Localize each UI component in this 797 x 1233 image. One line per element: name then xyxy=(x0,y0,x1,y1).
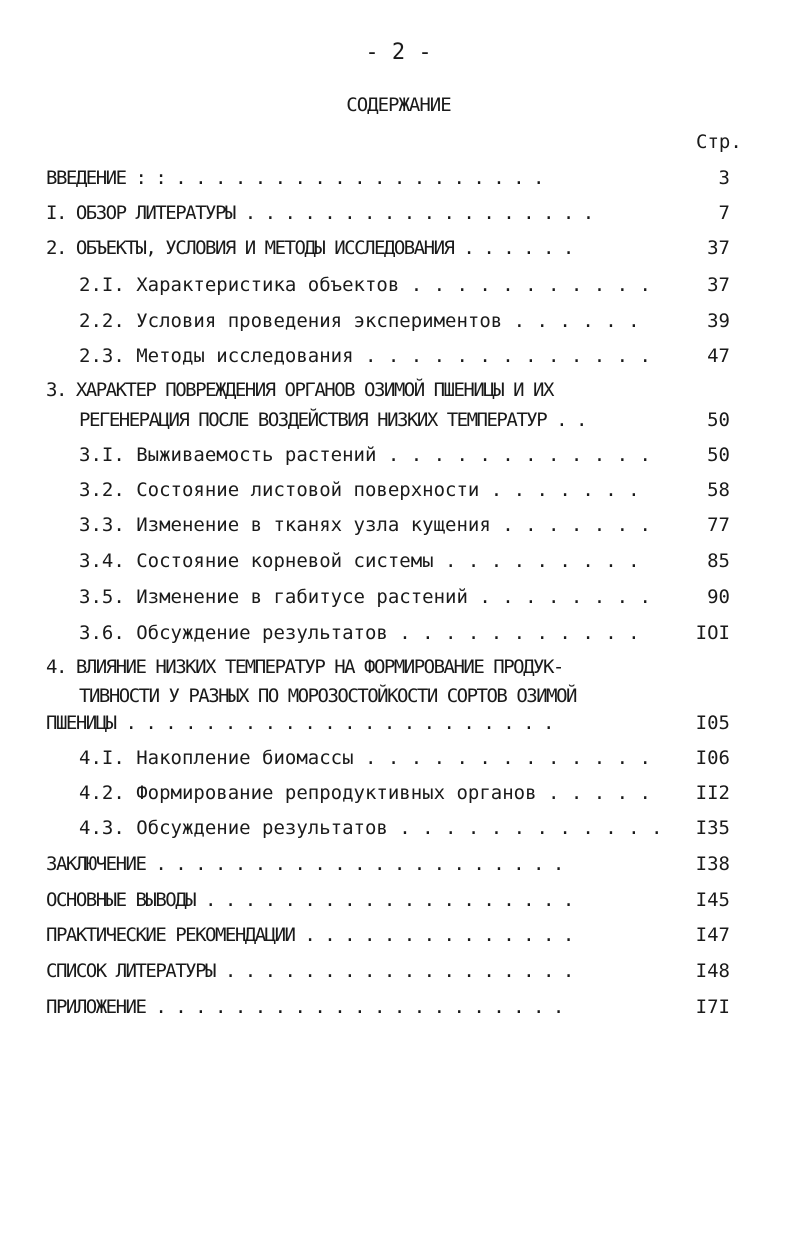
toc-entry-text: 2.2. Условия проведения экспериментов . . . . . . xyxy=(79,310,640,332)
toc-entry-page: 50 xyxy=(707,409,730,431)
toc-entry-text: 4. ВЛИЯНИЕ НИЗКИХ ТЕМПЕРАТУР НА ФОРМИРОВАНИЕ ПРОДУК- xyxy=(46,656,563,678)
toc-entry-page: I7I xyxy=(695,996,730,1018)
toc-entry-text: 4.2. Формирование репродуктивных органов . . . . . xyxy=(79,782,651,804)
toc-entry-text: 3.3. Изменение в тканях узла кущения . . . . . . . xyxy=(79,514,651,536)
toc-entry-page: I48 xyxy=(695,960,730,982)
page-title: СОДЕРЖАНИЕ xyxy=(346,94,451,116)
toc-entry-text: ТИВНОСТИ У РАЗНЫХ ПО МОРОЗОСТОЙКОСТИ СОРТОВ ОЗИМОЙ xyxy=(79,685,576,707)
toc-entry-text: РЕГЕНЕРАЦИЯ ПОСЛЕ ВОЗДЕЙСТВИЯ НИЗКИХ ТЕМПЕРАТУР . . xyxy=(79,409,586,431)
toc-entry-text: 3.2. Состояние листовой поверхности . . . . . . . xyxy=(79,479,640,501)
toc-entry-page: I35 xyxy=(695,817,730,839)
toc-entry-text: ОСНОВНЫЕ ВЫВОДЫ . . . . . . . . . . . . . . . . . . . xyxy=(46,889,573,911)
toc-entry-page: 50 xyxy=(707,444,730,466)
toc-entry-page: 3 xyxy=(718,167,730,189)
toc-entry-page: 37 xyxy=(707,237,730,259)
toc-entry-text: 4.I. Накопление биомассы . . . . . . . . . . . . . xyxy=(79,747,651,769)
toc-entry-page: IOI xyxy=(695,622,730,644)
toc-entry-text: ПШЕНИЦЫ . . . . . . . . . . . . . . . . . . . . . . xyxy=(46,712,553,734)
toc-entry-page: II2 xyxy=(695,782,730,804)
toc-entry-text: 2.I. Характеристика объектов . . . . . . . . . . . xyxy=(79,274,651,296)
toc-entry-text: ЗАКЛЮЧЕНИЕ . . . . . . . . . . . . . . . . . . . . . xyxy=(46,853,563,875)
page-number: - 2 - xyxy=(365,40,432,65)
toc-entry-text: I. ОБЗОР ЛИТЕРАТУРЫ . . . . . . . . . . . . . . . . . . xyxy=(46,202,593,224)
toc-entry-text: 3.4. Состояние корневой системы . . . . . . . . . xyxy=(79,550,640,572)
toc-entry-page: I38 xyxy=(695,853,730,875)
toc-entry-page: I06 xyxy=(695,747,730,769)
toc-entry-page: I45 xyxy=(695,889,730,911)
toc-entry-text: 4.3. Обсуждение результатов . . . . . . . . . . . . xyxy=(79,817,663,839)
toc-entry-text: 3. ХАРАКТЕР ПОВРЕЖДЕНИЯ ОРГАНОВ ОЗИМОЙ ПШЕНИЦЫ И ИХ xyxy=(46,379,553,401)
toc-entry-text: СПИСОК ЛИТЕРАТУРЫ . . . . . . . . . . . . . . . . . . xyxy=(46,960,573,982)
toc-entry-page: 37 xyxy=(707,274,730,296)
toc-entry-page: 47 xyxy=(707,345,730,367)
toc-entry-page: 77 xyxy=(707,514,730,536)
toc-entry-text: 3.6. Обсуждение результатов . . . . . . . . . . . xyxy=(79,622,640,644)
toc-entry-text: ПРИЛОЖЕНИЕ . . . . . . . . . . . . . . . . . . . . . xyxy=(46,996,563,1018)
toc-entry-page: 7 xyxy=(718,202,730,224)
toc-entry-page: 58 xyxy=(707,479,730,501)
toc-entry-page: I05 xyxy=(695,712,730,734)
toc-entry-text: 3.I. Выживаемость растений . . . . . . . . . . . . xyxy=(79,444,651,466)
toc-entry-text: ПРАКТИЧЕСКИЕ РЕКОМЕНДАЦИИ . . . . . . . . . . . . . . xyxy=(46,924,573,946)
toc-entry-page: 85 xyxy=(707,550,730,572)
page-column-header: Стр. xyxy=(696,131,742,153)
toc-entry-page: 90 xyxy=(707,586,730,608)
toc-entry-text: ВВЕДЕНИЕ : : . . . . . . . . . . . . . . . . . . . xyxy=(46,167,543,189)
toc-entry-text: 3.5. Изменение в габитусе растений . . . . . . . . xyxy=(79,586,651,608)
toc-entry-page: I47 xyxy=(695,924,730,946)
toc-entry-text: 2.3. Методы исследования . . . . . . . . . . . . . xyxy=(79,345,651,367)
toc-entry-text: 2. ОБЪЕКТЫ, УСЛОВИЯ И МЕТОДЫ ИССЛЕДОВАНИЯ . . . . . . xyxy=(46,237,573,259)
toc-entry-page: 39 xyxy=(707,310,730,332)
